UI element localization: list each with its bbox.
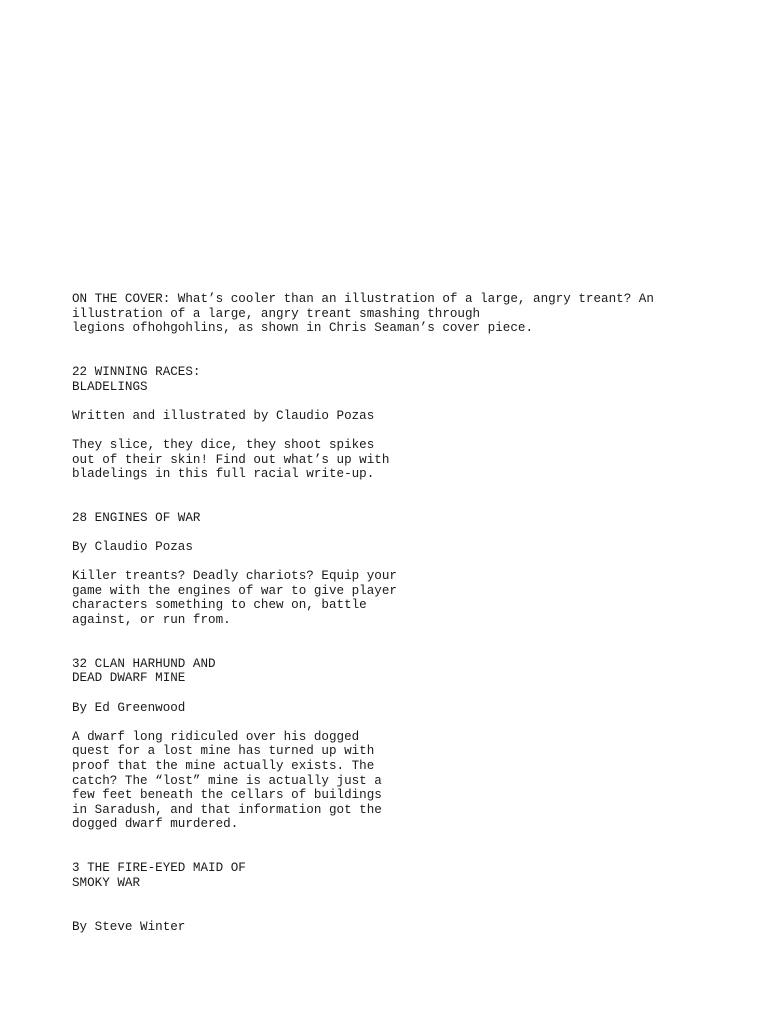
article-winning-races — [72, 365, 712, 482]
article-description-line: characters something to chew on, battle — [72, 598, 367, 613]
article-byline: Written and illustrated by Claudio Pozas — [72, 408, 375, 423]
article-byline: By Ed Greenwood — [72, 700, 186, 715]
cover-note-line: legions ofhohgohlins, as shown in Chris Seaman’s cover piece. — [72, 321, 534, 336]
article-title: 28 ENGINES OF WAR — [72, 510, 201, 525]
article-description-line: in Saradush, and that information got the — [72, 802, 382, 817]
article-engines-of-war — [72, 511, 712, 628]
cover-note — [72, 292, 712, 336]
cover-note-line: ON THE COVER: What’s cooler than an illustration of a large, angry treant? An — [72, 292, 654, 306]
article-title: 3 THE FIRE-EYED MAID OF — [72, 861, 246, 876]
article-description-line: Killer treants? Deadly chariots? Equip your — [72, 569, 397, 584]
document-page — [72, 292, 712, 934]
article-description-line: against, or run from. — [72, 613, 231, 628]
article-description-line: out of their skin! Find out what’s up with — [72, 452, 390, 467]
article-title: SMOKY WAR — [72, 875, 141, 890]
article-clan-harhund — [72, 657, 712, 832]
article-description-line: A dwarf long ridiculed over his dogged — [72, 729, 360, 744]
cover-note-line: illustration of a large, angry treant smashing through — [72, 306, 481, 321]
article-description-line: few feet beneath the cellars of buildings — [72, 788, 382, 803]
article-description-line: game with the engines of war to give player — [72, 583, 397, 598]
article-title: BLADELINGS — [72, 379, 148, 394]
article-byline: By Steve Winter — [72, 919, 186, 934]
article-description-line: dogged dwarf murdered. — [72, 817, 239, 832]
article-description-line: catch? The “lost” mine is actually just a — [72, 773, 382, 788]
article-title: 32 CLAN HARHUND AND — [72, 656, 216, 671]
article-byline: By Claudio Pozas — [72, 540, 193, 555]
article-description-line: quest for a lost mine has turned up with — [72, 744, 375, 759]
article-title: 22 WINNING RACES: — [72, 364, 201, 379]
article-fire-eyed-maid — [72, 861, 712, 934]
article-title: DEAD DWARF MINE — [72, 671, 186, 686]
article-description-line: They slice, they dice, they shoot spikes — [72, 437, 375, 452]
article-description-line: bladelings in this full racial write-up. — [72, 467, 375, 482]
article-description-line: proof that the mine actually exists. The — [72, 759, 375, 773]
